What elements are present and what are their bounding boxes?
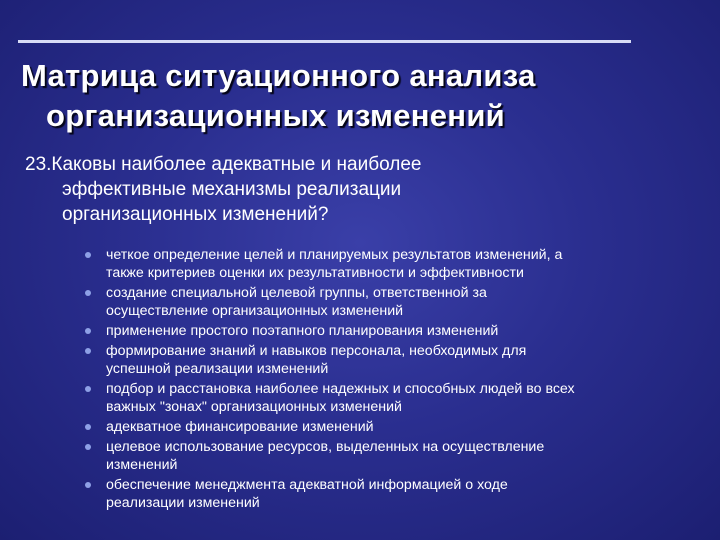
bullet-dot-icon <box>85 348 91 354</box>
bullet-text-line-1: подбор и расстановка наиболее надежных и способных людей во всех <box>106 381 575 397</box>
bullet-text-line-1: четкое определение целей и планируемых результатов изменений, а <box>106 247 563 263</box>
question-line-1: Каковы наиболее адекватные и наиболее <box>51 154 422 175</box>
slide-title-line-1: Матрица ситуационного анализа <box>21 58 536 93</box>
bullet-text-line-2: осуществление организационных изменений <box>106 303 404 319</box>
bullet-text-line-1: применение простого поэтапного планирования изменений <box>106 323 499 339</box>
bullet-text-line-2: также критериев оценки их результативности и эффективности <box>106 265 524 281</box>
question-number: 23. <box>25 154 52 175</box>
bullet-dot-icon <box>85 444 91 450</box>
slide-title <box>0 56 720 136</box>
bullet-text-line-1: создание специальной целевой группы, ответственной за <box>106 285 487 301</box>
bullet-text-line-2: успешной реализации изменений <box>106 361 329 377</box>
top-divider-rule <box>18 40 631 43</box>
bullet-text-line-1: обеспечение менеджмента адекватной информацией о ходе <box>106 477 508 493</box>
bullet-text-line-1: формирование знаний и навыков персонала, необходимых для <box>106 343 527 359</box>
bullet-text-line-2: реализации изменений <box>106 495 260 511</box>
bullet-dot-icon <box>85 252 91 258</box>
bullet-text-line-2: важных "зонах" организационных изменений <box>106 399 402 415</box>
question-block <box>25 152 685 227</box>
list-item <box>82 246 692 282</box>
question-line-3: организационных изменений? <box>62 204 329 225</box>
bullet-text-line-1: целевое использование ресурсов, выделенных на осуществление <box>106 439 545 455</box>
bullet-list <box>82 246 692 514</box>
bullet-dot-icon <box>85 290 91 296</box>
slide-title-line-2: организационных изменений <box>46 98 506 133</box>
list-item <box>82 418 692 436</box>
list-item <box>82 284 692 320</box>
list-item <box>82 438 692 474</box>
list-item <box>82 476 692 512</box>
bullet-dot-icon <box>85 328 91 334</box>
bullet-dot-icon <box>85 482 91 488</box>
bullet-text-line-1: адекватное финансирование изменений <box>106 419 374 435</box>
bullet-dot-icon <box>85 386 91 392</box>
list-item <box>82 380 692 416</box>
bullet-text-line-2: изменений <box>106 457 178 473</box>
list-item <box>82 322 692 340</box>
question-line-2: эффективные механизмы реализации <box>62 179 402 200</box>
list-item <box>82 342 692 378</box>
bullet-dot-icon <box>85 424 91 430</box>
